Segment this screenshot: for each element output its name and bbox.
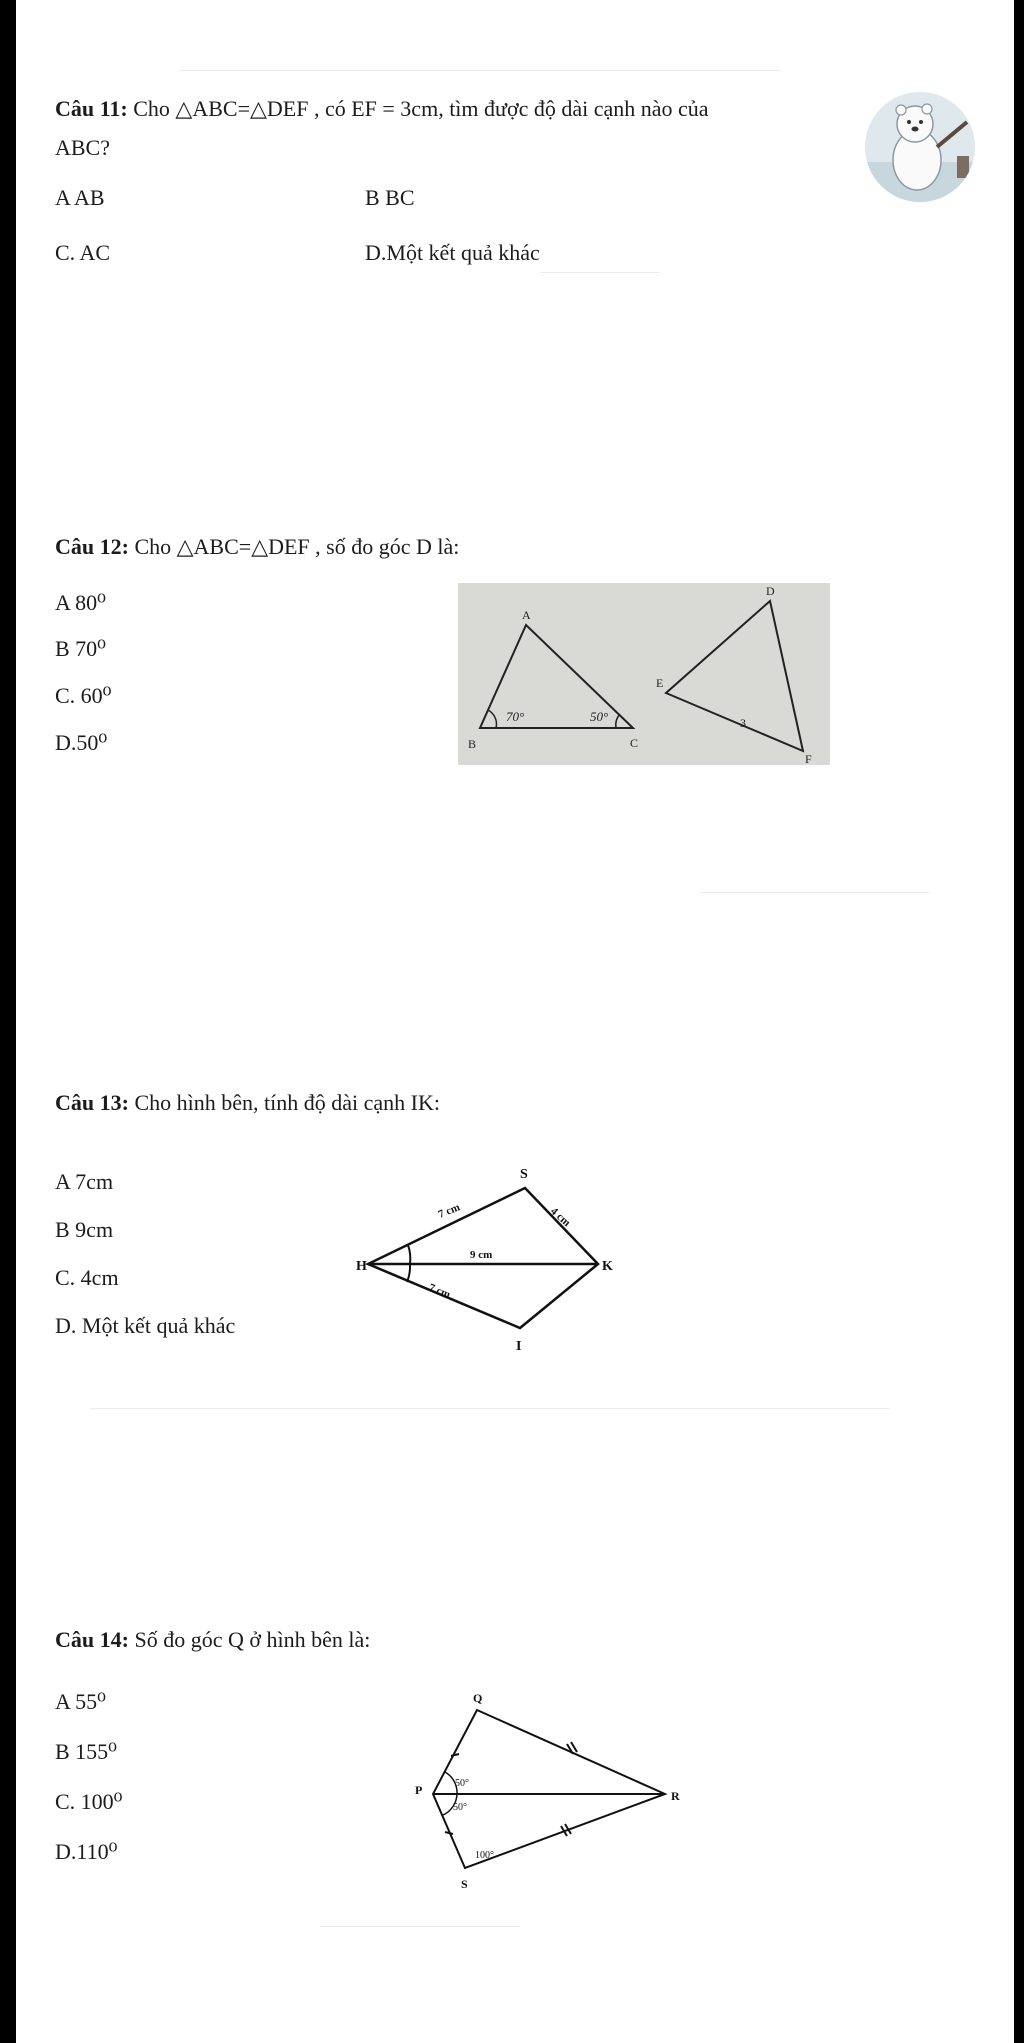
triangle-abc bbox=[480, 625, 633, 728]
vertex-k: K bbox=[602, 1259, 613, 1274]
separator bbox=[320, 1926, 520, 1927]
q14-option-c[interactable]: C. 100⁰ bbox=[55, 1789, 123, 1814]
vertex-d: D bbox=[766, 584, 775, 598]
q11-option-c[interactable]: C. AC bbox=[55, 240, 111, 265]
vertex-i: I bbox=[516, 1339, 522, 1354]
bear-illustration bbox=[865, 92, 975, 202]
q12-text: Cho △ABC=△DEF , số đo góc D là: bbox=[134, 534, 460, 559]
q11-label: Câu 11: bbox=[55, 96, 128, 121]
bear-sticker bbox=[865, 92, 975, 202]
q12-option-c[interactable]: C. 60⁰ bbox=[55, 683, 112, 708]
q12-option-b[interactable]: B 70⁰ bbox=[55, 636, 106, 661]
q11-prompt bbox=[55, 94, 709, 124]
q12-prompt bbox=[55, 532, 459, 562]
shape-pqrs bbox=[433, 1710, 665, 1868]
vertex-c: C bbox=[630, 736, 639, 750]
q14-label: Câu 14: bbox=[55, 1627, 129, 1652]
q12-figure bbox=[458, 583, 830, 765]
q12-option-a[interactable]: A 80⁰ bbox=[55, 590, 106, 615]
side-sk-value: 4 cm bbox=[547, 1205, 573, 1230]
angle-rps-value: 50° bbox=[453, 1802, 467, 1813]
right-black-edge bbox=[1014, 0, 1024, 2043]
angle-c-value: 50° bbox=[590, 709, 609, 724]
angle-mark-bottom bbox=[407, 1264, 410, 1282]
q11-option-d[interactable]: D.Một kết quả khác bbox=[365, 240, 540, 265]
vertex-e: E bbox=[656, 676, 664, 690]
q11-text: Cho △ABC=△DEF , có EF = 3cm, tìm được độ dài cạnh nào của bbox=[133, 96, 709, 121]
vertex-s: S bbox=[520, 1167, 528, 1182]
vertex-h: H bbox=[356, 1259, 367, 1274]
q14-option-d[interactable]: D.110⁰ bbox=[55, 1839, 118, 1864]
q14-quadrilateral bbox=[395, 1690, 695, 1900]
tick-pq bbox=[451, 1754, 459, 1756]
triangle-def bbox=[666, 601, 803, 751]
q13-prompt bbox=[55, 1088, 440, 1118]
q14-option-b[interactable]: B 155⁰ bbox=[55, 1739, 117, 1764]
angle-arc-b bbox=[488, 710, 496, 728]
angle-mark-top bbox=[408, 1245, 410, 1264]
q13-text: Cho hình bên, tính độ dài cạnh IK: bbox=[134, 1090, 440, 1115]
q14-option-a[interactable]: A 55⁰ bbox=[55, 1689, 106, 1714]
q13-quadrilateral bbox=[330, 1158, 670, 1368]
q14-prompt bbox=[55, 1625, 370, 1655]
q13-option-d[interactable]: D. Một kết quả khác bbox=[55, 1313, 236, 1338]
vertex-a: A bbox=[522, 608, 531, 622]
angle-qpr-value: 50° bbox=[455, 1778, 469, 1789]
side-hs-value: 7 cm bbox=[436, 1201, 462, 1221]
q12-option-d[interactable]: D.50⁰ bbox=[55, 730, 108, 755]
q13-option-b[interactable]: B 9cm bbox=[55, 1217, 114, 1242]
side-ef-value: 3 bbox=[740, 716, 746, 730]
left-black-edge bbox=[0, 0, 16, 2043]
side-hk-value: 9 cm bbox=[470, 1249, 493, 1261]
separator bbox=[90, 1408, 890, 1409]
q14-figure bbox=[395, 1690, 695, 1900]
q11-prompt-cont: ABC? bbox=[55, 135, 110, 160]
separator bbox=[700, 892, 930, 893]
vertex-r: R bbox=[671, 1789, 680, 1803]
q12-triangles bbox=[458, 583, 830, 765]
side-hi-value: 7 cm bbox=[426, 1281, 453, 1302]
q14-text: Số đo góc Q ở hình bên là: bbox=[134, 1627, 371, 1652]
separator bbox=[540, 272, 660, 273]
vertex-q: Q bbox=[473, 1691, 483, 1705]
q13-label: Câu 13: bbox=[55, 1090, 129, 1115]
q11-option-a[interactable]: A AB bbox=[55, 185, 105, 210]
q13-figure bbox=[330, 1158, 670, 1368]
vertex-s: S bbox=[461, 1877, 468, 1891]
separator bbox=[180, 70, 780, 71]
vertex-f: F bbox=[805, 752, 812, 765]
angle-s-value: 100° bbox=[475, 1850, 494, 1861]
angle-b-value: 70° bbox=[506, 709, 525, 724]
q13-option-a[interactable]: A 7cm bbox=[55, 1169, 114, 1194]
q13-option-c[interactable]: C. 4cm bbox=[55, 1265, 119, 1290]
q11-option-b[interactable]: B BC bbox=[365, 185, 415, 210]
vertex-p: P bbox=[415, 1783, 423, 1797]
tick-ps bbox=[445, 1832, 453, 1834]
q12-label: Câu 12: bbox=[55, 534, 129, 559]
vertex-b: B bbox=[468, 737, 477, 751]
